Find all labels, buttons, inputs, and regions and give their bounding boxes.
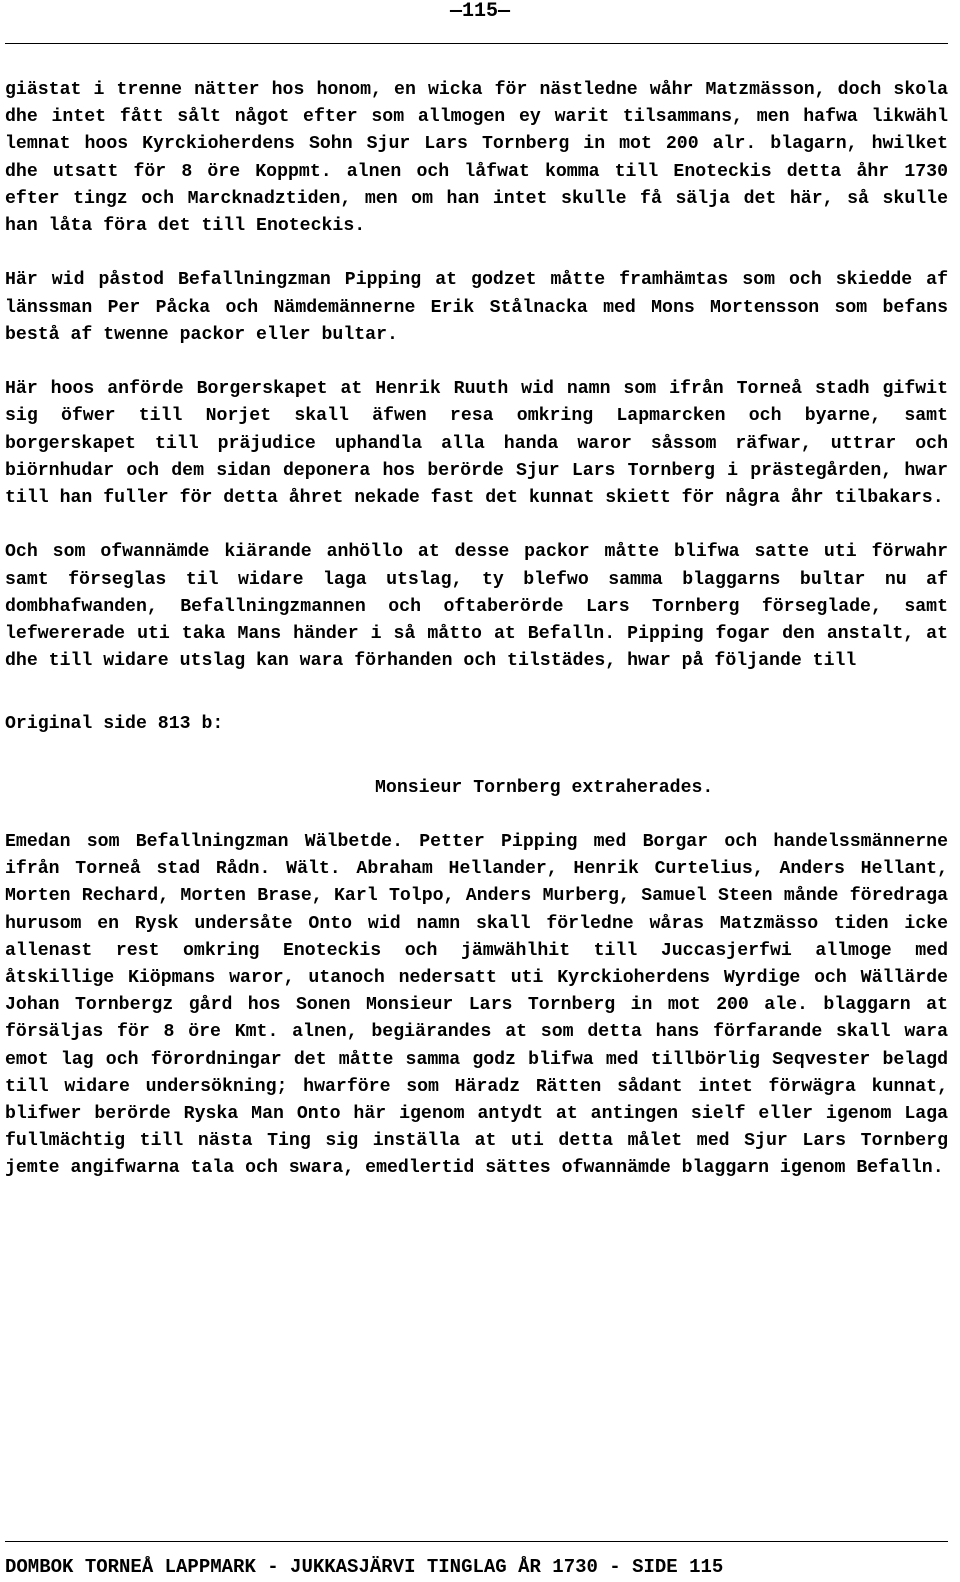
document-body bbox=[5, 77, 948, 1183]
extract-heading: Monsieur Tornberg extraherades. bbox=[375, 777, 714, 798]
page-footer: DOMBOK TORNEÅ LAPPMARK - JUKKASJÄRVI TINGLAG ÅR 1730 - SIDE 115 bbox=[5, 1556, 724, 1578]
spacer bbox=[5, 240, 948, 267]
paragraph-5: Emedan som Befallningzman Wälbetde. Petter Pipping med Borgar och handelssmännerne ifrån Torneå stad Rådn. Wält. Abraham Hellander, Henrik Curtelius, Anders Hellant, Morten Rechard, Morten Brase, Karl Tolpo, Anders Murberg, Samuel Steen månde föredraga hurusom en Rysk undersåte Onto wid namn skall förledne wåras Matzmässo tiden icke allenast rest omkring Enoteckis och jämwählhit till Juccasjerfwi allmoge med åtskillige Kiöpmans waror, utanoch nedersatt uti Kyrckioherdens Wyrdige och Wällärde Johan Tornbergz gård hos Sonen Monsieur Lars Tornberg in mot 200 ale. blaggarn at försäljas för 8 öre Kmt. alnen, begiärandes at som detta hans förfarande skall wara emot lag och förordningar det måtte samma godz blifwa med tillbörlig Seqvester belagd till widare undersökning; hwarföre som Häradz Rätten sådant intet förwägra kunnat, blifwer berörde Ryska Man Onto här igenom antydt at antingen sielf eller igenom Laga fullmächtig till nästa Ting sig inställa at uti detta målet med Sjur Lars Tornberg jemte angifwarna tala och swara, emedlertid sättes ofwannämde blaggarn igenom Befalln. bbox=[5, 832, 948, 1179]
spacer bbox=[5, 512, 948, 539]
page-number: —115— bbox=[449, 0, 510, 23]
bottom-divider bbox=[5, 1541, 948, 1542]
spacer bbox=[5, 739, 948, 775]
spacer bbox=[5, 349, 948, 376]
spacer bbox=[5, 675, 948, 711]
spacer bbox=[5, 802, 948, 829]
paragraph-4: Och som ofwannämde kiärande anhöllo at desse packor måtte blifwa satte uti förwahr samt förseglas til widare laga utslag, ty blefwo samma blaggarns bultar nu af dombhafwanden, Befallningzmannen och oftaberörde Lars Tornberg förseglade, samt lefwererade uti taka Mans händer i så måtto at Befalln. Pipping fogar den anstalt, at dhe till widare utslag kan wara förhanden och tilstädes, hwar på följande till bbox=[5, 542, 948, 672]
top-divider bbox=[5, 43, 948, 44]
paragraph-3: Här hoos anförde Borgerskapet at Henrik Ruuth wid namn som ifrån Torneå stadh gifwit sig öfwer till Norjet skall äfwen resa omkring Lapmarcken och byarne, samt borgerskapet till präjudice uphandla alla handa waror såssom räfwar, uttrar och biörnhudar och dem sidan deponera hos berörde Sjur Lars Tornberg i prästegården, hwar till han fuller för detta åhret nekade fast det kunnat skiett för några åhr tilbakars. bbox=[5, 379, 948, 509]
original-side-heading: Original side 813 b: bbox=[5, 714, 224, 735]
paragraph-2: Här wid påstod Befallningzman Pipping at godzet måtte framhämtas som och skiedde af länssman Per Påcka och Nämdemännerne Erik Stålnacka med Mons Mortensson som befans bestå af twenne packor eller bultar. bbox=[5, 270, 948, 345]
paragraph-1: giästat i trenne nätter hos honom, en wicka för nästledne wåhr Matzmässon, doch skola dhe intet fått sålt något efter som allmogen ey warit tilsammans, men hafwa likwähl lemnat hoos Kyrckioherdens Sohn Sjur Lars Tornberg in mot 200 alr. blagarn, hwilket dhe utsatt för 8 öre Koppmt. alnen och låfwat komma till Enoteckis detta åhr 1730 efter tingz och Marcknadztiden, men om han intet skulle få sälja det här, så skulle han låta föra det till Enoteckis. bbox=[5, 80, 948, 237]
